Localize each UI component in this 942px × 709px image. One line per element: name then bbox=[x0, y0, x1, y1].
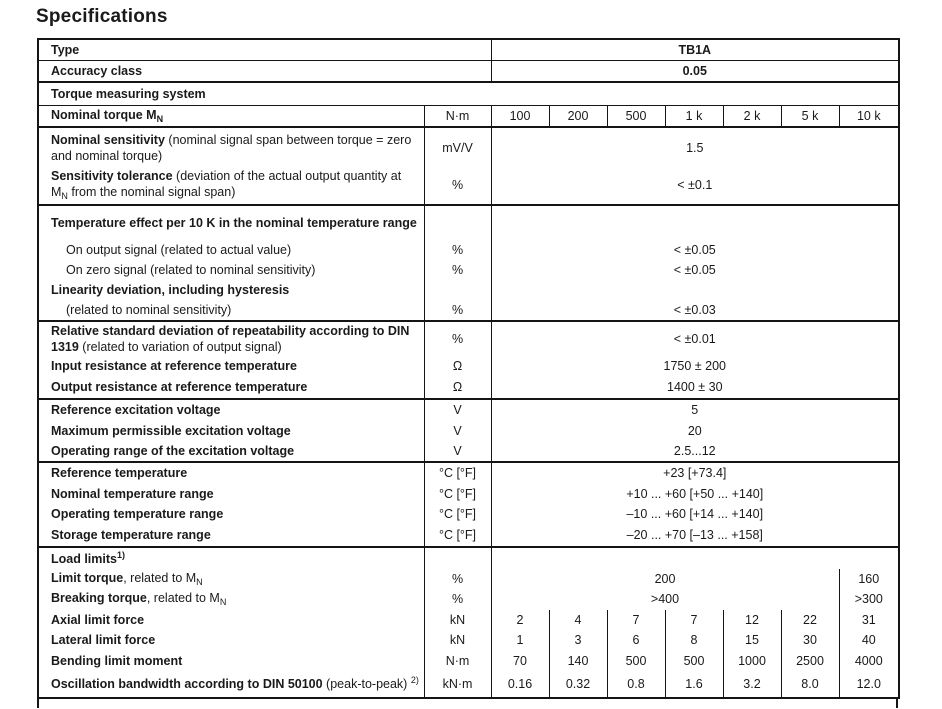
lateral-value: 8 bbox=[665, 630, 723, 651]
section-label: Torque measuring system bbox=[38, 82, 899, 105]
row-operating-temperature bbox=[38, 504, 899, 525]
repeatability-unit: % bbox=[424, 321, 491, 356]
max-excitation-label: Maximum permissible excitation voltage bbox=[38, 421, 424, 441]
row-on-zero-signal bbox=[38, 260, 899, 280]
oscillation-value: 0.16 bbox=[507, 676, 533, 691]
oscillation-value: 12.0 bbox=[839, 671, 899, 698]
label-bold: Limit torque bbox=[51, 570, 124, 585]
empty-unit-cell bbox=[424, 547, 491, 569]
label-bold: Breaking torque bbox=[51, 591, 147, 606]
row-axial-limit-force bbox=[38, 610, 899, 630]
torque-column-header: 100 bbox=[491, 105, 549, 127]
empty-unit-cell bbox=[424, 205, 491, 240]
output-resistance-value: 1400 ± 30 bbox=[491, 376, 899, 399]
max-excitation-unit: V bbox=[424, 421, 491, 441]
oscillation-value: 8.0 bbox=[781, 671, 839, 698]
reference-temperature-label: Reference temperature bbox=[38, 462, 424, 484]
storage-temperature-value: –20 ... +70 [–13 ... +158] bbox=[491, 525, 899, 547]
table-continuation-edges bbox=[37, 699, 898, 708]
axial-limit-force-label: Axial limit force bbox=[38, 610, 424, 630]
repeatability-label bbox=[38, 321, 424, 356]
sensitivity-tolerance-unit: % bbox=[424, 167, 491, 205]
nominal-torque-label-text: Nominal torque M bbox=[51, 107, 157, 122]
label-sub: N bbox=[219, 597, 227, 608]
storage-temperature-label: Storage temperature range bbox=[38, 525, 424, 547]
output-resistance-unit: Ω bbox=[424, 376, 491, 399]
input-resistance-label: Input resistance at reference temperature bbox=[38, 356, 424, 376]
axial-value: 12 bbox=[723, 610, 781, 630]
label-sub: N bbox=[196, 576, 203, 587]
label-bold: Relative standard deviation of repeatability according to DIN 1319 bbox=[51, 323, 410, 354]
label-rest: (deviation of the actual output quantity at M bbox=[51, 169, 402, 200]
lateral-limit-force-unit: kN bbox=[424, 630, 491, 651]
operating-excitation-label: Operating range of the excitation voltage bbox=[38, 441, 424, 462]
lateral-value: 40 bbox=[839, 630, 899, 651]
lateral-value: 6 bbox=[607, 630, 665, 651]
input-resistance-value: 1750 ± 200 bbox=[663, 358, 727, 373]
row-linearity-header bbox=[38, 280, 899, 300]
oscillation-value: 0.32 bbox=[549, 671, 607, 698]
accuracy-class-value: 0.05 bbox=[491, 60, 899, 82]
lateral-value: 1 bbox=[516, 633, 524, 648]
row-nominal-sensitivity bbox=[38, 127, 899, 167]
row-load-limits-header bbox=[38, 547, 899, 569]
reference-temperature-value: +23 [+73.4] bbox=[663, 466, 727, 481]
label-rest: from the nominal signal span) bbox=[67, 185, 236, 200]
row-bending-limit-moment bbox=[38, 651, 899, 671]
row-linearity-related bbox=[38, 300, 899, 321]
lateral-value: 15 bbox=[723, 630, 781, 651]
reference-excitation-value: 5 bbox=[691, 403, 699, 418]
torque-column-header: 200 bbox=[549, 105, 607, 127]
empty-unit-cell bbox=[424, 280, 491, 300]
oscillation-bandwidth-unit: kN·m bbox=[424, 671, 491, 698]
sensitivity-tolerance-label bbox=[38, 167, 424, 205]
on-output-signal-value: < ±0.05 bbox=[673, 242, 716, 257]
on-zero-signal-value: < ±0.05 bbox=[673, 262, 716, 277]
reference-excitation-unit: V bbox=[424, 399, 491, 421]
storage-temperature-unit: °C [°F] bbox=[424, 525, 491, 547]
torque-column-header: 1 k bbox=[665, 105, 723, 127]
output-resistance-label: Output resistance at reference temperature bbox=[38, 376, 424, 399]
label-sub: N bbox=[61, 191, 68, 202]
axial-value: 7 bbox=[607, 610, 665, 630]
input-resistance-unit: Ω bbox=[424, 356, 491, 376]
bending-value: 4000 bbox=[839, 651, 899, 671]
row-nominal-temperature bbox=[38, 484, 899, 504]
row-on-output-signal bbox=[38, 240, 899, 260]
row-sensitivity-tolerance bbox=[38, 167, 899, 205]
axial-value: 4 bbox=[549, 610, 607, 630]
on-output-signal-label: On output signal (related to actual value) bbox=[38, 240, 424, 260]
limit-torque-label bbox=[38, 569, 424, 590]
label-rest: (nominal signal span between torque = zero and nominal torque) bbox=[51, 132, 412, 163]
nominal-temperature-label: Nominal temperature range bbox=[38, 484, 424, 504]
nominal-sensitivity-value: 1.5 bbox=[686, 140, 704, 155]
oscillation-bandwidth-label bbox=[38, 671, 424, 698]
type-value: TB1A bbox=[491, 39, 899, 60]
row-oscillation-bandwidth bbox=[38, 671, 899, 698]
label-bold: Load limits bbox=[51, 551, 117, 566]
torque-column-header: 5 k bbox=[781, 105, 839, 127]
on-zero-signal-unit: % bbox=[424, 260, 491, 280]
row-section-torque-measuring bbox=[38, 82, 899, 105]
nominal-torque-label bbox=[38, 105, 424, 127]
row-lateral-limit-force bbox=[38, 630, 899, 651]
reference-temperature-unit: °C [°F] bbox=[424, 462, 491, 484]
reference-excitation-label: Reference excitation voltage bbox=[38, 399, 424, 421]
label-rest: (related to variation of output signal) bbox=[78, 339, 282, 354]
linearity-related-value: < ±0.03 bbox=[491, 300, 899, 321]
lateral-value: 30 bbox=[781, 630, 839, 651]
axial-value: 22 bbox=[781, 610, 839, 630]
label-bold: Nominal sensitivity bbox=[51, 132, 165, 147]
bending-value: 70 bbox=[513, 653, 527, 668]
bending-value: 500 bbox=[607, 651, 665, 671]
axial-value: 2 bbox=[516, 612, 524, 627]
accuracy-class-label: Accuracy class bbox=[38, 60, 491, 82]
operating-temperature-label: Operating temperature range bbox=[38, 504, 424, 525]
bending-value: 140 bbox=[549, 651, 607, 671]
axial-value: 7 bbox=[665, 610, 723, 630]
bending-value: 2500 bbox=[781, 651, 839, 671]
label-rest: (peak-to-peak) bbox=[322, 677, 411, 692]
lateral-value: 3 bbox=[549, 630, 607, 651]
axial-limit-force-unit: kN bbox=[424, 610, 491, 630]
operating-excitation-value: 2.5...12 bbox=[491, 441, 899, 462]
on-zero-signal-label: On zero signal (related to nominal sensitivity) bbox=[38, 260, 424, 280]
nominal-sensitivity-label bbox=[38, 127, 424, 167]
row-temperature-effect-header bbox=[38, 205, 899, 240]
limit-torque-unit: % bbox=[424, 569, 491, 590]
operating-temperature-value: –10 ... +60 [+14 ... +140] bbox=[626, 507, 764, 522]
oscillation-value: 1.6 bbox=[665, 671, 723, 698]
repeatability-value: < ±0.01 bbox=[673, 331, 716, 346]
nominal-temperature-unit: °C [°F] bbox=[424, 484, 491, 504]
row-storage-temperature bbox=[38, 525, 899, 547]
row-breaking-torque bbox=[38, 589, 899, 610]
row-repeatability bbox=[38, 321, 899, 356]
row-accuracy-class bbox=[38, 60, 899, 82]
empty-value-cell bbox=[491, 547, 899, 569]
on-output-signal-unit: % bbox=[424, 240, 491, 260]
torque-column-header: 500 bbox=[607, 105, 665, 127]
breaking-torque-value-10k: >300 bbox=[839, 589, 899, 610]
footnote-marker: 2) bbox=[410, 675, 419, 686]
type-label: Type bbox=[38, 39, 491, 60]
breaking-torque-label bbox=[38, 589, 424, 610]
oscillation-value: 0.8 bbox=[607, 671, 665, 698]
bending-limit-moment-unit: N·m bbox=[424, 651, 491, 671]
load-limits-label bbox=[38, 547, 424, 569]
row-operating-excitation bbox=[38, 441, 899, 462]
row-input-resistance bbox=[38, 356, 899, 376]
lateral-limit-force-label: Lateral limit force bbox=[38, 630, 424, 651]
label-rest: , related to M bbox=[123, 570, 197, 585]
footnote-marker: 1) bbox=[116, 549, 125, 560]
specifications-table bbox=[37, 38, 900, 699]
linearity-label: Linearity deviation, including hysteresis bbox=[38, 280, 424, 300]
torque-column-header: 10 k bbox=[839, 105, 899, 127]
max-excitation-value: 20 bbox=[687, 423, 702, 438]
oscillation-value: 3.2 bbox=[723, 671, 781, 698]
nominal-temperature-value: +10 ... +60 [+50 ... +140] bbox=[626, 486, 764, 501]
nominal-torque-label-sub: N bbox=[156, 113, 164, 124]
row-reference-excitation bbox=[38, 399, 899, 421]
breaking-torque-value-main: >400 bbox=[650, 592, 680, 607]
limit-torque-value-10k: 160 bbox=[839, 569, 899, 590]
nominal-torque-unit: N·m bbox=[424, 105, 491, 127]
nominal-sensitivity-unit: mV/V bbox=[424, 127, 491, 167]
operating-temperature-unit: °C [°F] bbox=[424, 504, 491, 525]
linearity-related-unit: % bbox=[424, 300, 491, 321]
label-bold: Oscillation bandwidth according to DIN 50100 bbox=[51, 677, 323, 692]
sensitivity-tolerance-value: < ±0.1 bbox=[491, 167, 899, 205]
empty-value-cell bbox=[491, 205, 899, 240]
empty-value-cell bbox=[491, 280, 899, 300]
row-limit-torque bbox=[38, 569, 899, 590]
operating-excitation-unit: V bbox=[424, 441, 491, 462]
row-type bbox=[38, 39, 899, 60]
label-bold: Sensitivity tolerance bbox=[51, 169, 173, 184]
row-max-excitation bbox=[38, 421, 899, 441]
bending-limit-moment-label: Bending limit moment bbox=[38, 651, 424, 671]
torque-column-header: 2 k bbox=[723, 105, 781, 127]
axial-value: 31 bbox=[839, 610, 899, 630]
bending-value: 500 bbox=[665, 651, 723, 671]
row-nominal-torque-header bbox=[38, 105, 899, 127]
row-reference-temperature bbox=[38, 462, 899, 484]
row-output-resistance bbox=[38, 376, 899, 399]
linearity-related-label: (related to nominal sensitivity) bbox=[38, 300, 424, 321]
limit-torque-value-main: 200 bbox=[654, 571, 676, 586]
label-rest: , related to M bbox=[146, 591, 220, 606]
bending-value: 1000 bbox=[723, 651, 781, 671]
temperature-effect-label: Temperature effect per 10 K in the nominal temperature range bbox=[38, 205, 424, 240]
page-title: Specifications bbox=[36, 6, 168, 27]
breaking-torque-unit: % bbox=[424, 589, 491, 610]
